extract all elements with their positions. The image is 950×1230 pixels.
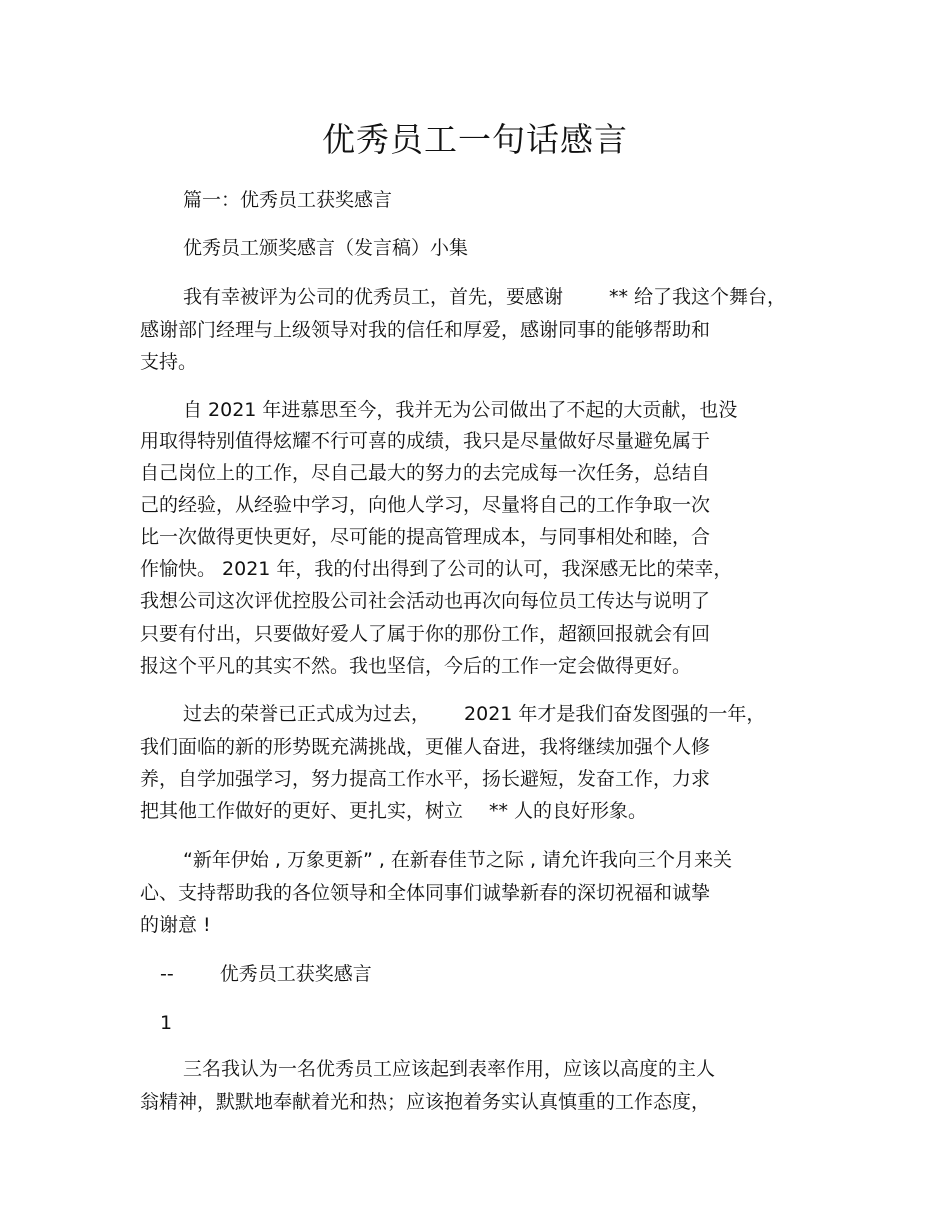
paragraph-3-line-1b: 2021 年才是我们奋发图强的一年， — [464, 703, 766, 725]
separator-text: 优秀员工获奖感言 — [219, 963, 372, 985]
paragraph-3-line-1 — [183, 701, 765, 727]
paragraph-2-line-8: 只要有付出，只要做好爱人了属于你的那份工作，超额回报就会有回 — [140, 623, 711, 645]
paragraph-2-line-2: 用取得特别值得炫耀不行可喜的成绩，我只是尽量做好尽量避免属于 — [140, 430, 711, 452]
paragraph-2-line-1: 自 2021 年进慕思至今，我并无为公司做出了不起的大贡献，也没 — [183, 399, 738, 421]
paragraph-3-line-4a: 把其他工作做好的更好、更扎实，树立 — [140, 800, 464, 822]
paragraph-2-line-3: 自己岗位上的工作，尽自己最大的努力的去完成每一次任务，总结自 — [140, 462, 711, 484]
paragraph-2-line-9: 报这个平凡的其实不然。我也坚信，今后的工作一定会做得更好。 — [140, 655, 692, 677]
paragraph-4-line-3: 的谢意 ! — [140, 914, 211, 936]
subheading-two: 优秀员工颁奖感言（发言稿）小集 — [183, 237, 469, 259]
subheading-one: 篇一：优秀员工获奖感言 — [183, 189, 393, 211]
paragraph-2-line-5: 比一次做得更快更好，尽可能的提高管理成本，与同事相处和睦，合 — [140, 526, 711, 548]
paragraph-5-line-2: 翁精神，默默地奉献着光和热；应该抱着务实认真慎重的工作态度， — [140, 1091, 711, 1113]
document-title: 优秀员工一句话感言 — [322, 120, 628, 159]
paragraph-1-line-3: 支持。 — [140, 351, 198, 373]
paragraph-5-line-1: 三名我认为一名优秀员工应该起到表率作用，应该以高度的主人 — [183, 1058, 716, 1080]
paragraph-3-line-4 — [140, 798, 647, 824]
separator-line — [160, 961, 372, 987]
paragraph-2-line-4: 己的经验，从经验中学习，向他人学习，尽量将自己的工作争取一次 — [140, 494, 711, 516]
paragraph-3-line-3: 养，自学加强学习，努力提高工作水平，扬长避短，发奋工作，力求 — [140, 768, 711, 790]
paragraph-1-line-1b: ** 给了我这个舞台， — [609, 286, 787, 308]
paragraph-3-line-4b: ** 人的良好形象。 — [489, 800, 648, 822]
paragraph-1-line-1 — [183, 284, 786, 310]
page-number: 1 — [160, 1012, 173, 1034]
paragraph-4-line-2: 心、支持帮助我的各位领导和全体同事们诚挚新春的深切祝福和诚挚 — [140, 882, 711, 904]
paragraph-1-line-2: 感谢部门经理与上级领导对我的信任和厚爱，感谢同事的能够帮助和 — [140, 319, 711, 341]
paragraph-3-line-1a: 过去的荣誉已正式成为过去， — [183, 703, 431, 725]
paragraph-3-line-2: 我们面临的新的形势既充满挑战，更催人奋进，我将继续加强个人修 — [140, 736, 711, 758]
paragraph-1-line-1a: 我有幸被评为公司的优秀员工，首先，要感谢 — [183, 286, 564, 308]
paragraph-2-line-7: 我想公司这次评优控股公司社会活动也再次向每位员工传达与说明了 — [140, 590, 711, 612]
paragraph-2-line-6: 作愉快。 2021 年，我的付出得到了公司的认可，我深感无比的荣幸， — [140, 558, 733, 580]
paragraph-4-line-1: “新年伊始 , 万象更新” , 在新春佳节之际 , 请允许我向三个月来关 — [183, 849, 733, 871]
separator-dash: -- — [160, 963, 174, 985]
